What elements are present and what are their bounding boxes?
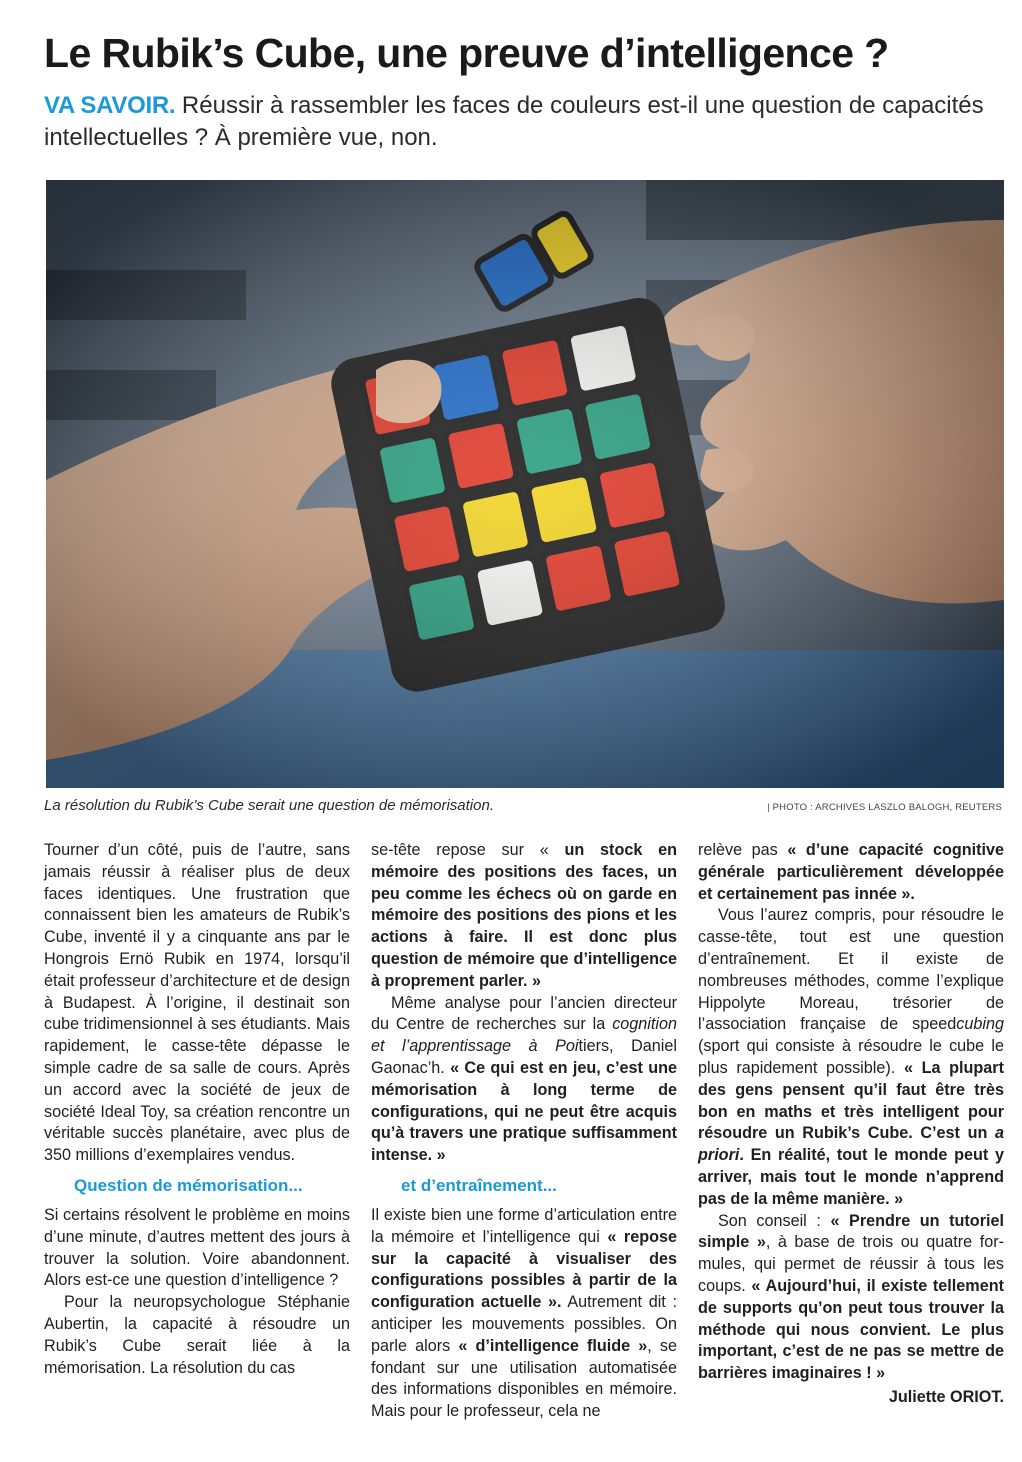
author-signature: Juliette ORIOT. (888, 1387, 1004, 1406)
paragraph (698, 840, 1004, 905)
article-photo (46, 180, 1004, 788)
paragraph (698, 1211, 1004, 1385)
quote-run: « d’intelligence fluide » (458, 1336, 648, 1355)
quote-run: « La plupart des gens pensent qu’il faut être très bon en maths et très intelligent pour résoudre un Rubik’s Cube. C’est un (698, 1058, 1004, 1143)
article-column-2 (371, 840, 677, 1423)
rubiks-cube-photo-illustration (46, 180, 1004, 788)
paragraph (371, 1205, 677, 1423)
photo-caption: La résolution du Rubik’s Cube serait une question de mémorisation. (44, 797, 494, 814)
standfirst-text: Réussir à rassembler les faces de couleurs est-il une question de capacités intellectuelles ? À première vue, non. (44, 92, 984, 151)
quote-run: « repose sur la capacité à visualiser des configurations possibles à partir de la configuration actuelle ». (371, 1227, 677, 1312)
standfirst (44, 90, 984, 154)
quote-run: « Prendre un tutoriel simple » (698, 1211, 1004, 1252)
article-column-1 (44, 840, 350, 1379)
text-run: Il existe bien une forme d’articulation entre la mémoire et l’intelligence qui (371, 1205, 677, 1246)
quote-run: a priori (698, 1124, 1004, 1165)
text-run: se-tête repose sur « (371, 841, 565, 859)
article-column-3 (698, 840, 1004, 1409)
article-title: Le Rubik’s Cube, une preuve d’intelligence ? (44, 30, 889, 76)
paragraph (371, 840, 677, 993)
subheading: Question de mémorisation... (74, 1175, 303, 1195)
text-run: cubing (956, 1015, 1004, 1034)
text-run: Vous l’aurez compris, pour résoudre le casse-tête, tout est une question d’entraînement. Et il existe de nombreuses méthodes, comme l’explique Hippolyte Moreau, trésorier de l’association française de speed (698, 906, 1004, 1034)
kicker: VA SAVOIR. (44, 92, 176, 119)
quote-run: « Ce qui est en jeu, c’est une mémorisation à long terme de configurations, qui ne peut être acquis qu’à travers une pratique suffisamment intense. » (371, 1058, 677, 1165)
quote-run: . En réalité, tout le monde peut y arriver, mais tout le monde n’apprend pas de la même manière. » (698, 1146, 1004, 1208)
text-run: Même analyse pour l’ancien directeur du Centre de recherches sur la (371, 993, 677, 1034)
paragraph: Si certains résolvent le problème en moins d’une minute, d’autres mettent des jours à trouver la solution. Voire abandonnent. Alors est-ce une question d’intelligence ? (44, 1205, 350, 1290)
photo-credit: | PHOTO : ARCHIVES LASZLO BALOGH, REUTERS (767, 802, 1002, 813)
paragraph: Pour la neuropsychologue Stéphanie Aubertin, la capacité à résoudre un Rubik’s Cube serait liée à la mémorisation. La résolution du cas (44, 1293, 350, 1377)
quote-run: un stock en mémoire des positions des faces, un peu comme les échecs où on garde en mémoire des positions des pions et les actions à faire. Il est donc plus question de mémoire que d’intelligence à proprement parler. » (371, 841, 677, 990)
subheading: et d’entraînement... (401, 1175, 557, 1195)
text-run: tiers, Daniel Gaonac’h. (371, 1037, 677, 1077)
text-run: cognition et l’apprentissage à Poi (371, 1015, 677, 1056)
quote-run: « d’une capacité cognitive générale particulièrement développée et certainement pas innée ». (698, 841, 1004, 903)
paragraph (371, 993, 677, 1167)
text-run: (sport qui consiste à résoudre le cube le plus rapidement possible). (698, 1037, 1004, 1077)
paragraph (698, 905, 1004, 1210)
quote-run: « Aujourd’hui, il existe tellement de supports qu’on peut tous trouver la méthode qui nous convient. Le plus important, c’est de ne pas se mettre de barrières imaginaires ! » (698, 1276, 1004, 1383)
paragraph: Tourner d’un côté, puis de l’autre, sans jamais réussir à réaliser plus de deux faces identiques. Une frustration que connaissent bien les amateurs de Rubik’s Cube, inventé il y a cinquante ans par le Hongrois Ernö Rubik en 1974, lorsqu’il était professeur d’architecture et de design à Budapest. À l’origine, il destinait son cube tridimensionnel à ses étudiants. Mais rapidement, le casse-tête dépasse le simple cadre de sa salle de cours. Après un accord avec la société de jeux de société Ideal Toy, sa création rencontre un véritable succès planétaire, avec plus de 350 millions d’exemplaires vendus. (44, 841, 350, 1165)
text-run: relève pas (698, 841, 788, 859)
text-run: Son conseil : (718, 1211, 831, 1230)
text-run: Autrement dit : anticiper les mouvements possibles. On parle alors (371, 1293, 677, 1355)
text-run: , à base de trois ou quatre formules, qui permet de réussir à tous les coups. (698, 1233, 1004, 1295)
text-run: , se fondant sur une utilisation automatisée des informations disponibles en mémoire. Mais pour le professeur, cela ne (371, 1336, 678, 1421)
